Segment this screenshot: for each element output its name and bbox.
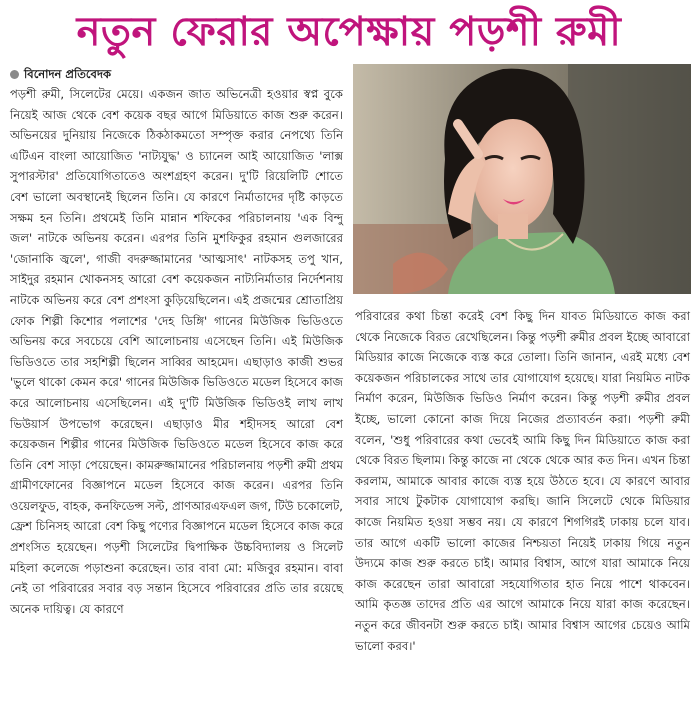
portrait-photo-icon [353, 64, 691, 294]
article-column-right: পরিবারের কথা চিন্তা করেই বেশ কিছু দিন যাবত মিডিয়াতে কাজ করা থেকে নিজেকে বিরত রেখেছিলেন। কিন্তু পড়শী রুমীর প্রবল ইচ্ছে আবারো মিডিয়ার কাজে নিজেকে ব্যস্ত করে তোলা। তিনি জানান, এরই মধ্যে বেশ কয়েকজন পরিচালকের সাথে তার যোগাযোগ হয়েছে। যারা নিয়মিত নাটক নির্মাণ করেন, মিউজিক ভিডিও নির্মাণ করেন। কিন্তু পড়শী রুমীর প্রবল ইচ্ছে, ভালো কোনো কাজ দিয়ে নিজের প্রত্যাবর্তন করা। পড়শী রুমী বলেন, 'শুধু পরিবারের কথা ভেবেই আমি কিছু দিন মিডিয়াতে কাজ করা থেকে বিরত ছিলাম। কিন্তু কাজে না থেকে থেকে আর কত দিন। এখন চিন্তা করলাম, আমাকে আবার কাজে ব্যস্ত হয়ে উঠতে হবে। যে কারণে আবার সবার সাথে টুকটাক যোগাযোগ করছি। জানি সিলেটে থেকে মিডিয়ার কাজে নিয়মিত হওয়া সম্ভব নয়। যে কারণে শিগগিরই ঢাকায় চলে যাব। তার আগে একটি ভালো কাজের নিশ্চয়তা নিয়েই ঢাকায় গিয়ে নতুন উদ্যমে কাজ শুরু করতে চাই। আমার বিশ্বাস, আগে যারা আমাকে নিয়ে কাজ করেছেন তারা আবারো সহযোগিতার হাত নিয়ে পাশে থাকবেন। আমি কৃতজ্ঞ তাদের প্রতি এর আগে আমাকে নিয়ে যারা কাজ করেছেন। নতুন করে জীবনটা শুরু করতে চাই। আমার বিশ্বাস আগের চেয়েও আমি ভালো করব।' [355, 309, 690, 653]
article-photo [353, 64, 691, 294]
bullet-icon [10, 70, 19, 79]
article-column-left: পড়শী রুমী, সিলেটের মেয়ে। একজন জাত অভিনেত্রী হওয়ার স্বপ্ন বুকে নিয়েই আজ থেকে বেশ কয়েক বছর আগে মিডিয়াতে কাজ শুরু করেন। অভিনয়ের দুনিয়ায় নিজেকে ঠিকঠাকমতো সম্পৃক্ত করার নেপথ্যে তিনি এটিএন বাংলা আয়োজিত 'নাট্যযুদ্ধ' ও চ্যানেল আই আয়োজিত 'লাক্স সুপারস্টার' প্রতিযোগিতাতেও অংশগ্রহণ করেন। দু'টি রিয়েলিটি শোতে বেশ ভালো অবস্থানেই ছিলেন তিনি। যে কারণে নির্মাতাদের দৃষ্টি কাড়তে সক্ষম হন তিনি। প্রথমেই তিনি মান্নান শফিকের পরিচালনায় 'এক বিন্দু জল' নাটকে অভিনয় করেন। এরপর তিনি মুশফিকুর রহমান গুলজারের 'জোনাকি জ্বলে', গাজী বদরুজ্জামানের 'আত্মসাৎ' নাটকসহ তপু খান, সাইদুর রহমান খোকনসহ আরো বেশ কয়েকজন নাট্যনির্মাতার নির্দেশনায় নাটকে অভিনয় করে বেশ প্রশংসা কুড়িয়েছিলেন। এই প্রজন্মের শ্রোতাপ্রিয় ফোক শিল্পী কিশোর পলাশের 'দেহ ডিঙ্গি' গানের মিউজিক ভিডিওতে অভিনয় করে সবচেয়ে বেশি আলোচনায় এসেছেন তিনি। এই মিউজিক ভিডিওতে তার সহশিল্পী ছিলেন সাব্বির আহমেদ। এছাড়াও কাজী শুভর 'ভুলে থাকো কেমন করে' গানের মিউজিক ভিডিওতে মডেল হিসেবে কাজ করে আলোচনায় এসেছিলেন। এই দু'টি মিউজিক ভিডিওই লাখ লাখ ভিউয়ার্স উপভোগ করেছেন। এছাড়াও মীর শহীদসহ আরো বেশ কয়েকজন শিল্পীর গানের মিউজিক ভিডিওতে মডেল হিসেবে কাজ করে তিনি বেশ সাড়া পেয়েছেন। কামরুজ্জামানের পরিচালনায় পড়শী রুমী প্রথম গ্রামীণফোনের বিজ্ঞাপনে মডেল হিসেবে কাজ করেন। এরপর তিনি ওয়েলফুড, বাহক, কনফিডেন্স সল্ট, প্রাণআরএফএল জগ, টিউ চকোলেট, ফ্রেশ চিনিসহ আরো বেশ কিছু পণ্যের বিজ্ঞাপনে মডেল হিসেবে কাজ করে প্রশংসিত হয়েছেন। পড়শী সিলেটের দ্বিপাক্ষিক উচ্চবিদ্যালয় ও সিলেট মহিলা কলেজে পড়াশুনা করেছেন। তার বাবা মো: মজিবুর রহমান। বাবা নেই তা পরিবারের সবার বড় সন্তান হিসেবে পরিবারের প্রতি তার রয়েছে অনেক দায়িত্ব। যে কারণে [10, 87, 343, 616]
byline-text: বিনোদন প্রতিবেদক [24, 67, 112, 81]
article-headline: নতুন ফেরার অপেক্ষায় পড়শী রুমী [76, 9, 622, 55]
byline [10, 66, 111, 82]
